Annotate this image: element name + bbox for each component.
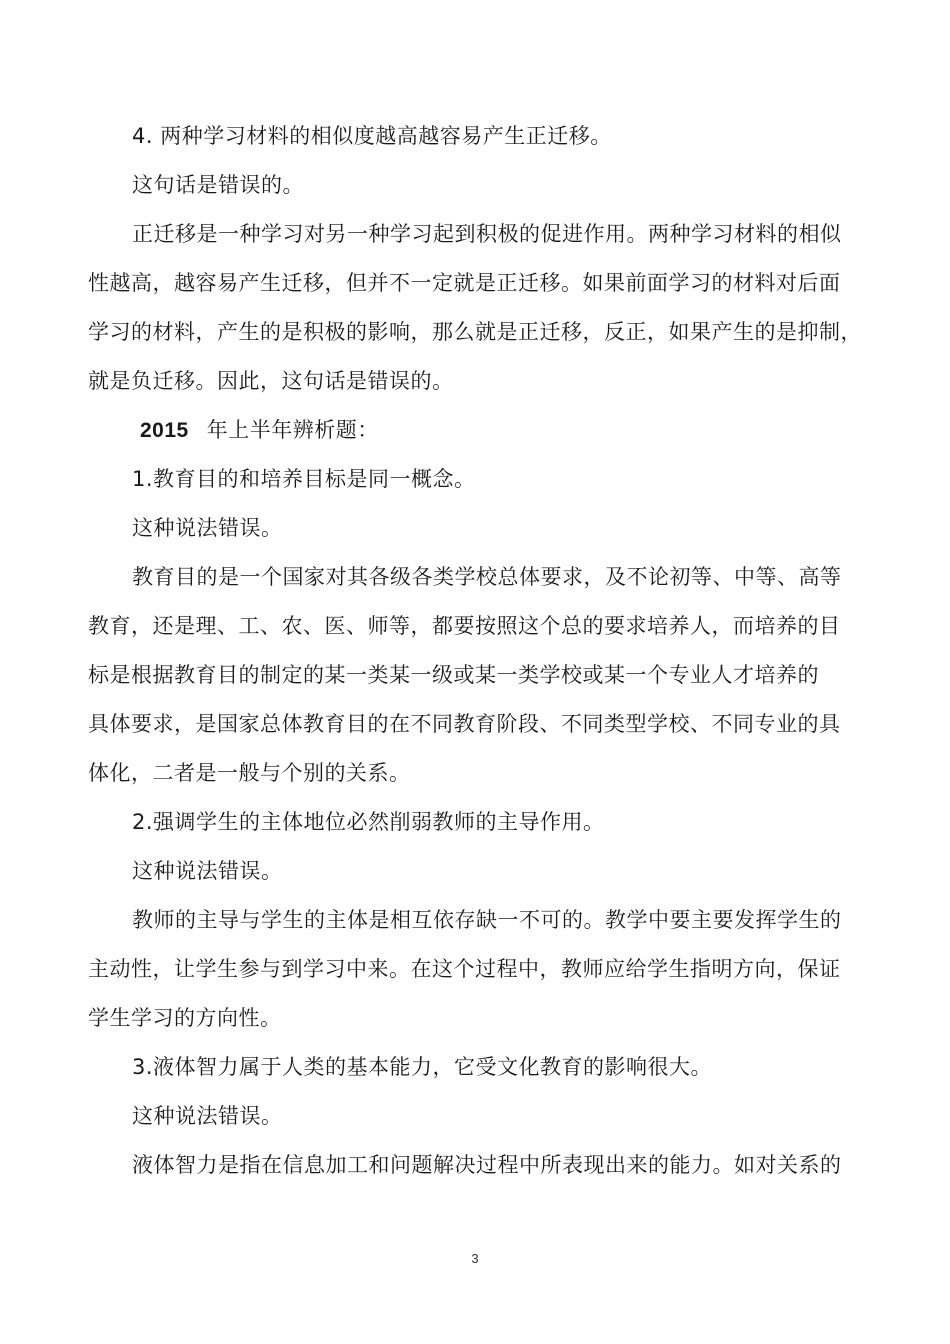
section-year: 2015 [140,419,189,442]
section-heading [88,406,862,455]
explanation-line: 教育目的是一个国家对其各级各类学校总体要求，及不论初等、中等、高等 [132,565,842,589]
answer-verdict: 这种说法错误。 [132,516,283,540]
explanation-line: 液体智力是指在信息加工和问题解决过程中所表现出来的能力。如对关系的 [132,1153,842,1177]
page-content [88,112,862,1190]
page-number: 3 [471,1251,479,1266]
answer-verdict: 这句话是错误的。 [132,173,304,197]
explanation-line: 教师的主导与学生的主体是相互依存缺一不可的。教学中要主要发挥学生的 [132,908,842,932]
question-4-statement: 4. 两种学习材料的相似度越高越容易产生正迁移。 [132,124,612,148]
explanation-line: 具体要求，是国家总体教育目的在不同教育阶段、不同类型学校、不同专业的具 [88,712,841,736]
question-1-statement: 1.教育目的和培养目标是同一概念。 [132,467,476,491]
question-3-statement: 3.液体智力属于人类的基本能力，它受文化教育的影响很大。 [132,1055,713,1079]
explanation-line: 教育，还是理、工、农、医、师等，都要按照这个总的要求培养人，而培养的目 [88,614,841,638]
explanation-line: 学习的材料，产生的是积极的影响，那么就是正迁移，反正，如果产生的是抑制， [88,320,862,344]
question-2-statement: 2.强调学生的主体地位必然削弱教师的主导作用。 [132,810,605,834]
explanation-line: 主动性，让学生参与到学习中来。在这个过程中，教师应给学生指明方向，保证 [88,957,841,981]
explanation-line: 就是负迁移。因此，这句话是错误的。 [88,369,454,393]
explanation-line: 学生学习的方向性。 [88,1006,282,1030]
explanation-line: 性越高，越容易产生迁移，但并不一定就是正迁移。如果前面学习的材料对后面 [88,271,841,295]
answer-verdict: 这种说法错误。 [132,1104,283,1128]
explanation-line: 正迁移是一种学习对另一种学习起到积极的促进作用。两种学习材料的相似 [132,222,842,246]
explanation-line: 标是根据教育目的制定的某一类某一级或某一类学校或某一个专业人才培养的 [88,663,819,687]
answer-verdict: 这种说法错误。 [132,859,283,883]
section-title: 年上半年辨析题： [206,418,379,442]
explanation-line: 体化，二者是一般与个别的关系。 [88,761,411,785]
